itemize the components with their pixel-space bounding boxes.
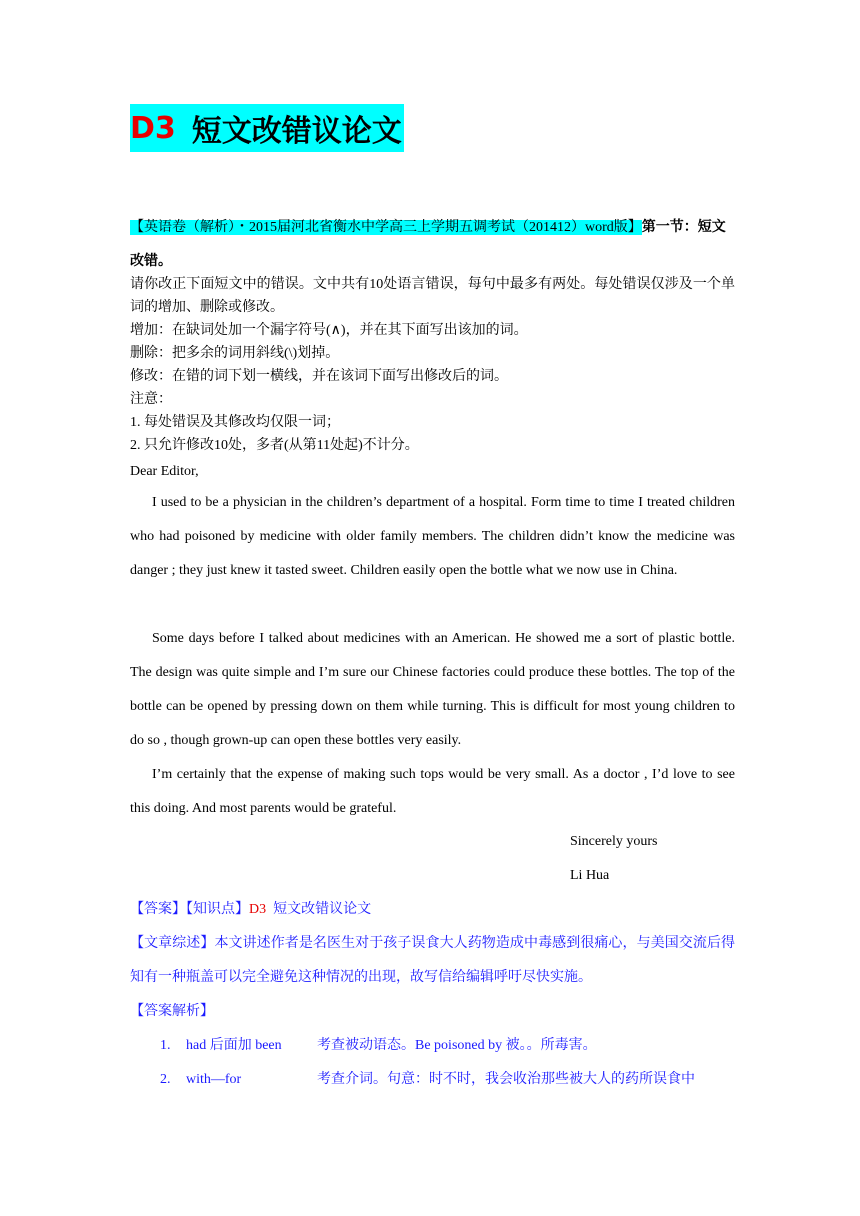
- heading-code: D3: [130, 110, 176, 146]
- answer-number: 2.: [160, 1072, 171, 1087]
- instruction-line: 增加：在缺词处加一个漏字符号(∧)，并在其下面写出该加的词。: [130, 323, 528, 338]
- answer-explanation: 考查被动语态。Be poisoned by 被。。所毒害。: [317, 1038, 597, 1053]
- source-section: 第一节：短文改错。: [130, 220, 726, 269]
- letter-paragraph: I used to be a physician in the children’s department of a hospital. Form time to time I treated children who had poisoned by medicine with older family members. The children didn’t know the medicine was danger ; they just knew it tasted sweet. Children easily open the bottle what we now use in China.: [130, 495, 735, 578]
- answer-item: [160, 1063, 695, 1097]
- letter-paragraph: I’m certainly that the expense of making such tops would be very small. As a doctor , I’d love to see this doing. And most parents would be grateful.: [130, 767, 735, 816]
- instruction-line: 删除：把多余的词用斜线(\)划掉。: [130, 346, 340, 361]
- summary-label: 【文章综述】: [130, 936, 215, 951]
- answer-key: with—for: [186, 1072, 242, 1087]
- instruction-line: 请你改正下面短文中的错误。文中共有10处语言错误，每句中最多有两处。每处错误仅涉及一个单词的增加、删除或修改。: [130, 277, 735, 315]
- article-summary: [130, 927, 735, 995]
- heading-title: 短文改错议论文: [191, 114, 402, 149]
- knowledge-point-title: 短文改错议论文: [273, 902, 372, 917]
- instructions: [130, 273, 735, 457]
- answer-key: had 后面加 been: [186, 1038, 282, 1053]
- answer-explanation: 考查介词。句意：时不时，我会收治那些被大人的药所误食中: [317, 1072, 695, 1087]
- source-highlight: 【英语卷（解析）・2015届河北省衡水中学高三上学期五调考试（201412）word版】: [130, 220, 642, 235]
- letter-greeting: Dear Editor,: [130, 464, 199, 479]
- answer-number: 1.: [160, 1038, 171, 1053]
- source-line: [130, 211, 735, 279]
- instruction-line: 2. 只允许修改10处，多者(从第11处起)不计分。: [130, 438, 419, 453]
- letter-paragraph: Some days before I talked about medicines with an American. He showed me a sort of plastic bottle. The design was quite simple and I’m sure our Chinese factories could produce these bottles. The top of the bottle can be opened by pressing down on them while turning. This is difficult for most young children to do so , though grown-up can open these bottles very easily.: [130, 631, 735, 748]
- answer-item: [160, 1029, 597, 1063]
- letter-signature: Li Hua: [570, 868, 610, 883]
- answer-label: 【答案】【知识点】: [130, 902, 249, 917]
- instruction-line: 修改：在错的词下划一横线，并在该词下面写出修改后的词。: [130, 369, 508, 384]
- answer-line: [130, 893, 735, 927]
- letter-closing: Sincerely yours: [570, 834, 658, 849]
- knowledge-point-code: D3: [249, 902, 267, 917]
- summary-text: 本文讲述作者是名医生对于孩子误食大人药物造成中毒感到很痛心，与美国交流后得知有一种瓶盖可以完全避免这种情况的出现，故写信给编辑呼吁尽快实施。: [130, 936, 736, 985]
- instruction-line: 注意：: [130, 392, 172, 407]
- instruction-line: 1. 每处错误及其修改均仅限一词；: [130, 415, 340, 430]
- section-heading: [130, 104, 404, 152]
- analysis-label: 【答案解析】: [130, 1004, 214, 1019]
